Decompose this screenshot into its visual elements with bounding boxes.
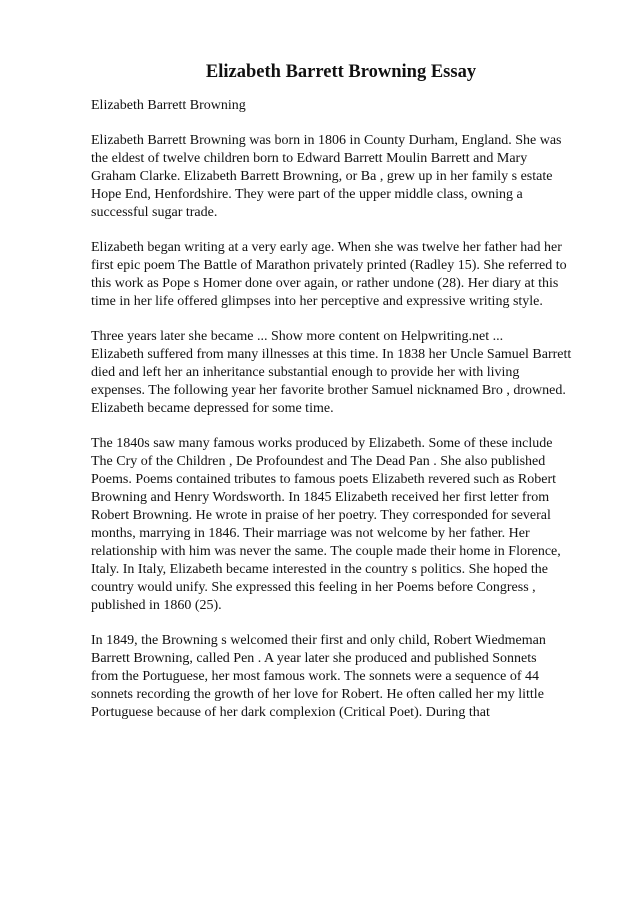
paragraph-line: died and left her an inheritance substantial enough to provide her with living bbox=[91, 365, 520, 380]
paragraph-line: Barrett Browning, called Pen . A year later she produced and published Sonnets bbox=[91, 651, 537, 666]
paragraph-line: Robert Browning. He wrote in praise of her poetry. They corresponded for several bbox=[91, 508, 551, 523]
paragraph-5 bbox=[91, 632, 591, 722]
paragraph-line: The Cry of the Children , De Profoundest and The Dead Pan . She also published bbox=[91, 454, 546, 469]
paragraph-line: Elizabeth began writing at a very early age. When she was twelve her father had her bbox=[91, 240, 562, 255]
paragraph-line: Poems. Poems contained tributes to famous poets Elizabeth revered such as Robert bbox=[91, 472, 557, 487]
paragraph-line: Italy. In Italy, Elizabeth became interested in the country s politics. She hoped the bbox=[91, 562, 548, 577]
paragraph-3 bbox=[91, 328, 591, 418]
paragraph-line: Hope End, Henfordshire. They were part of the upper middle class, owning a bbox=[91, 187, 523, 202]
paragraph-2 bbox=[91, 239, 591, 311]
paragraph-line: expenses. The following year her favorite brother Samuel nicknamed Bro , drowned. bbox=[91, 383, 566, 398]
paragraph-line: Browning and Henry Wordsworth. In 1845 Elizabeth received her first letter from bbox=[91, 490, 550, 505]
paragraph-line: this work as Pope s Homer done over again, or rather undone (28). Her diary at this bbox=[91, 276, 559, 291]
document-title: Elizabeth Barrett Browning Essay bbox=[205, 62, 477, 82]
paragraph-line: successful sugar trade. bbox=[91, 205, 218, 220]
paragraph-line: first epic poem The Battle of Marathon privately printed (Radley 15). She referred to bbox=[91, 258, 567, 273]
paragraph-line: sonnets recording the growth of her love for Robert. He often called her my little bbox=[91, 687, 544, 702]
paragraph-line: In 1849, the Browning s welcomed their first and only child, Robert Wiedmeman bbox=[91, 633, 546, 648]
paragraph-line: months, marrying in 1846. Their marriage was not welcome by her father. Her bbox=[91, 526, 530, 541]
paragraph-line: from the Portuguese, her most famous work. The sonnets were a sequence of 44 bbox=[91, 669, 540, 684]
paragraph-line: time in her life offered glimpses into her perceptive and expressive writing style. bbox=[91, 294, 543, 309]
document-page bbox=[91, 60, 591, 739]
paragraph-1 bbox=[91, 132, 591, 222]
paragraph-line: Portuguese because of her dark complexion (Critical Poet). During that bbox=[91, 705, 490, 720]
paragraph-line: Elizabeth became depressed for some time. bbox=[91, 401, 334, 416]
paragraph-line: Graham Clarke. Elizabeth Barrett Browning, or Ba , grew up in her family s estate bbox=[91, 169, 553, 184]
paragraph-line: relationship with him was never the same. The couple made their home in Florence, bbox=[91, 544, 561, 559]
paragraph-line: Elizabeth Barrett Browning was born in 1806 in County Durham, England. She was bbox=[91, 133, 562, 148]
paragraph-line: country would unify. She expressed this feeling in her Poems before Congress , bbox=[91, 580, 536, 595]
paragraph-line: the eldest of twelve children born to Edward Barrett Moulin Barrett and Mary bbox=[91, 151, 528, 166]
paragraph-line: The 1840s saw many famous works produced by Elizabeth. Some of these include bbox=[91, 436, 553, 451]
paragraph-line: Three years later she became ... Show more content on Helpwriting.net ... bbox=[91, 329, 504, 344]
paragraph-line: published in 1860 (25). bbox=[91, 598, 222, 613]
paragraph-line: Elizabeth suffered from many illnesses at this time. In 1838 her Uncle Samuel Barrett bbox=[91, 347, 572, 362]
paragraph-4 bbox=[91, 435, 591, 615]
document-subtitle: Elizabeth Barrett Browning bbox=[91, 98, 246, 113]
